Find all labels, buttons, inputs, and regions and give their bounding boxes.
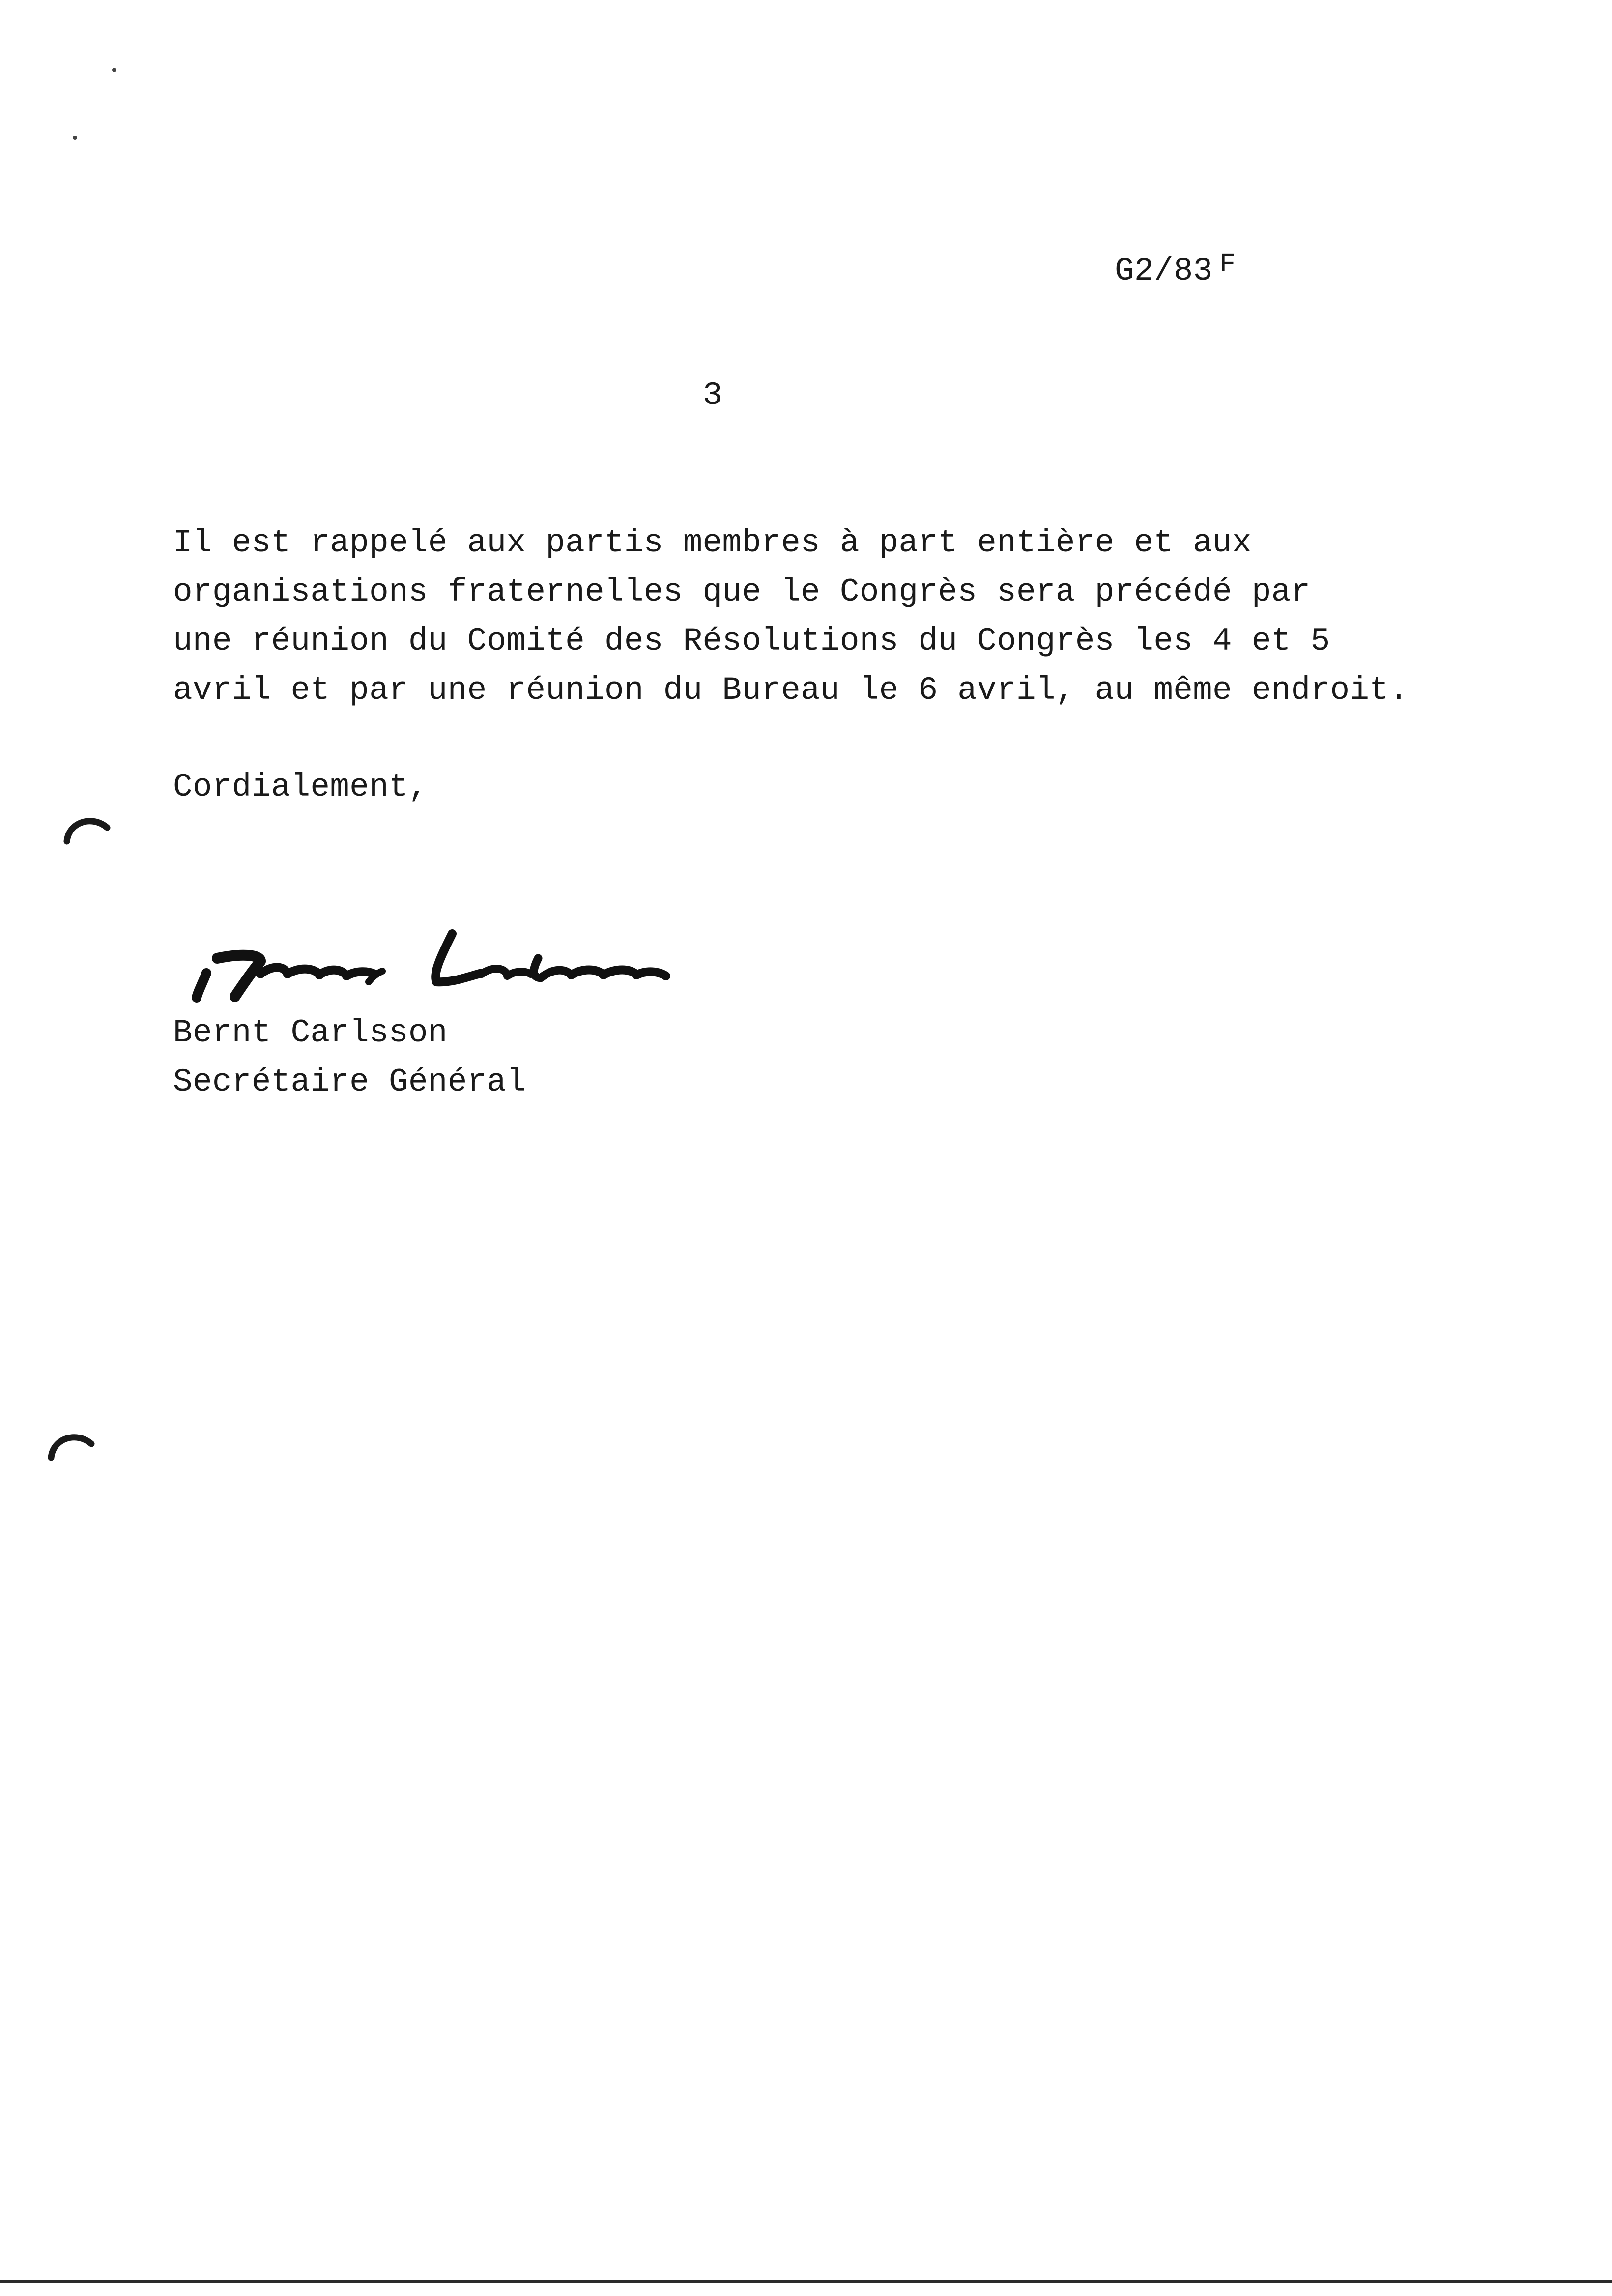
body-line: organisations fraternelles que le Congrès sera précédé par: [173, 574, 1311, 610]
closing-salutation: Cordialement,: [173, 769, 428, 805]
signatory-name: Bernt Carlsson: [173, 1014, 448, 1051]
body-line: une réunion du Comité des Résolutions du Congrès les 4 et 5: [173, 623, 1330, 660]
handwritten-signature: [187, 919, 708, 1003]
scan-speck: [73, 136, 77, 140]
reference-language-suffix: F: [1219, 249, 1236, 279]
scan-speck: [112, 68, 116, 72]
body-line: Il est rappelé aux partis membres à part entière et aux: [173, 524, 1252, 561]
binder-hole-mark-lower: [47, 1427, 96, 1462]
binder-hole-mark-upper: [63, 811, 112, 845]
body-paragraph: [173, 518, 1409, 715]
page-number: 3: [703, 377, 722, 414]
reference-code: G2/83: [1115, 253, 1213, 289]
body-line: avril et par une réunion du Bureau le 6 avril, au même endroit.: [173, 672, 1409, 709]
scan-bottom-edge: [0, 2280, 1612, 2283]
document-reference: [1115, 240, 1236, 296]
signatory-title: Secrétaire Général: [173, 1063, 526, 1100]
